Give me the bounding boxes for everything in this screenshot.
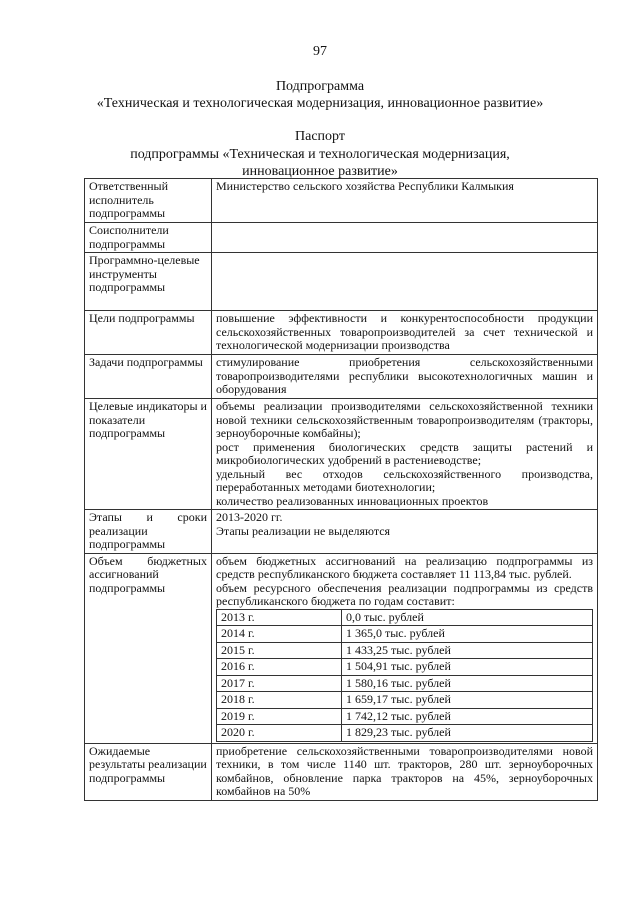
- passport-subtitle-2: инновационное развитие»: [242, 164, 398, 179]
- row-value: [212, 399, 598, 510]
- passport-title: Паспорт: [295, 129, 345, 144]
- row-label: Соисполнители подпрограммы: [85, 223, 212, 253]
- budget-year: 2015 г.: [217, 642, 342, 659]
- row-goals: [85, 311, 598, 355]
- row-value: Министерство сельского хозяйства Республики Калмыкия: [212, 179, 598, 223]
- stages-note: Этапы реализации не выделяются: [216, 523, 391, 538]
- budget-year-row: [217, 675, 593, 692]
- row-budget: [85, 553, 598, 743]
- budget-amount: 1 742,12 тыс. рублей: [342, 708, 593, 725]
- row-label: Объем бюджетных ассигнований подпрограммы: [85, 553, 212, 743]
- row-label: Программно-целевые инструменты подпрограммы: [85, 253, 212, 311]
- row-value: стимулирование приобретения сельскохозяйственными товаропроизводителями республики высокотехнологичных машин и оборудования: [212, 355, 598, 399]
- budget-amount: 1 829,23 тыс. рублей: [342, 725, 593, 742]
- subprogram-title: Подпрограмма: [275, 79, 365, 94]
- row-value: [212, 510, 598, 554]
- passport-subtitle-1: подпрограммы «Техническая и технологическая модернизация,: [130, 147, 510, 162]
- row-label: Ответственный исполнитель подпрограммы: [85, 179, 212, 223]
- row-label: Этапы и сроки реализации подпрограммы: [85, 510, 212, 554]
- row-value: приобретение сельскохозяйственными товаропроизводителями новой техники, в том числе 1140 шт. тракторов, 280 шт. зерноуборочных комбайнов, обновление парка тракторов на 45%, зерноуборочных комбайнов на 50%: [212, 743, 598, 800]
- row-responsible: [85, 179, 598, 223]
- indicator-item: рост применения биологических средств защиты растений и микробиологических удобрений в растениеводстве;: [216, 439, 593, 467]
- stages-period: 2013-2020 гг.: [216, 510, 283, 524]
- budget-amount: 1 504,91 тыс. рублей: [342, 659, 593, 676]
- budget-year-row: [217, 708, 593, 725]
- budget-year-row: [217, 725, 593, 742]
- row-value: [212, 253, 598, 311]
- passport-table: [84, 178, 598, 801]
- row-tasks: [85, 355, 598, 399]
- budget-amount: 1 659,17 тыс. рублей: [342, 692, 593, 709]
- budget-year: 2016 г.: [217, 659, 342, 676]
- budget-amount: 0,0 тыс. рублей: [342, 609, 593, 626]
- budget-total: объем бюджетных ассигнований на реализацию подпрограммы из средств республиканского бюджета составляет 11 113,84 тыс. рублей.: [216, 553, 593, 581]
- row-label: Задачи подпрограммы: [85, 355, 212, 399]
- budget-years-table: [216, 609, 593, 742]
- row-label: Цели подпрограммы: [85, 311, 212, 355]
- indicator-item: удельный вес отходов сельскохозяйственного производства, переработанных методами биотехнологии;: [216, 466, 593, 494]
- row-value: повышение эффективности и конкурентоспособности продукции сельскохозяйственных товаропроизводителей за счет технической и технологической модернизации производства: [212, 311, 598, 355]
- budget-year: 2014 г.: [217, 626, 342, 643]
- row-expected-results: [85, 743, 598, 800]
- indicator-item: количество реализованных инновационных проектов: [216, 493, 489, 508]
- page-number: 97: [313, 44, 327, 59]
- budget-year-row: [217, 692, 593, 709]
- row-instruments: [85, 253, 598, 311]
- row-indicators: [85, 399, 598, 510]
- row-label: Целевые индикаторы и показатели подпрограммы: [85, 399, 212, 510]
- budget-year-row: [217, 609, 593, 626]
- budget-year: 2020 г.: [217, 725, 342, 742]
- subprogram-name: «Техническая и технологическая модернизация, инновационное развитие»: [96, 96, 544, 111]
- budget-year-row: [217, 642, 593, 659]
- budget-year: 2013 г.: [217, 609, 342, 626]
- row-value: [212, 553, 598, 743]
- budget-year-row: [217, 659, 593, 676]
- budget-year: 2017 г.: [217, 675, 342, 692]
- indicator-item: объемы реализации производителями сельскохозяйственной техники новой техники сельскохозяйственным товаропроизводителям (тракторы, зерноуборочные комбайны);: [216, 399, 593, 440]
- budget-year: 2019 г.: [217, 708, 342, 725]
- budget-year: 2018 г.: [217, 692, 342, 709]
- row-value: [212, 223, 598, 253]
- budget-amount: 1 433,25 тыс. рублей: [342, 642, 593, 659]
- budget-amount: 1 365,0 тыс. рублей: [342, 626, 593, 643]
- row-label: Ожидаемые результаты реализации подпрограммы: [85, 743, 212, 800]
- row-coexecutors: [85, 223, 598, 253]
- budget-year-row: [217, 626, 593, 643]
- budget-by-year-intro: объем ресурсного обеспечения реализации подпрограммы из средств республиканского бюджета по годам составит:: [216, 580, 593, 608]
- row-stages: [85, 510, 598, 554]
- budget-amount: 1 580,16 тыс. рублей: [342, 675, 593, 692]
